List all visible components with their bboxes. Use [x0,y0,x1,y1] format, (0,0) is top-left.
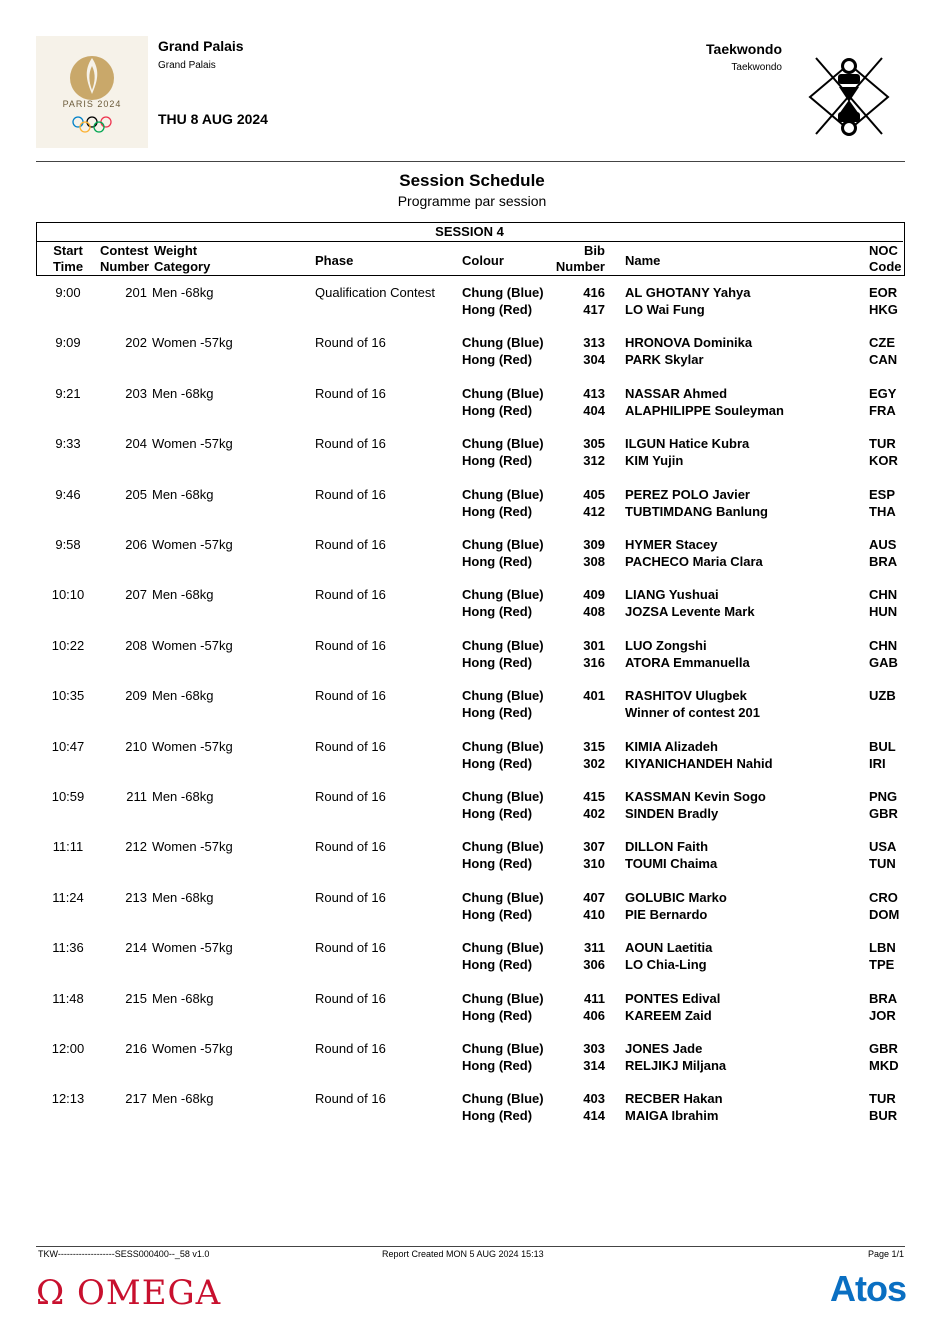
table-row [0,839,944,889]
bib-red: 308 [583,554,605,569]
weight-category: Women -57kg [152,1041,233,1056]
start-time: 10:47 [51,738,85,754]
noc-red: THA [869,503,896,519]
table-row [0,487,944,537]
colour-red: Hong (Red) [462,957,533,973]
colour-red: Hong (Red) [462,906,533,922]
phase: Round of 16 [315,1041,386,1056]
start-time: 9:33 [55,436,81,452]
colour-red: Hong (Red) [462,554,533,569]
bib-blue: 409 [583,587,605,603]
noc-red: JOR [869,1007,896,1023]
athlete-name-red: SINDEN Bradly [625,806,719,821]
col-header-line: NOC [869,243,898,258]
athlete-name-red: LO Wai Fung [625,302,705,317]
bib-red: 414 [583,1108,605,1124]
start-time: 9:09 [55,335,81,351]
phase: Round of 16 [315,637,386,653]
phase: Round of 16 [315,436,386,452]
col-header-line: Bib [584,243,605,258]
col-header-name: Name [625,253,661,268]
start-time: 10:59 [51,789,85,804]
bib-blue: 401 [583,688,605,704]
athlete-name-blue: AL GHOTANY Yahya [625,285,751,300]
bib-blue: 315 [583,738,605,754]
footer-divider [36,1246,905,1247]
bib-blue: 307 [583,839,605,855]
phase: Round of 16 [315,385,386,401]
weight-category: Men -68kg [152,990,214,1006]
noc-blue: EOR [869,285,898,300]
noc-blue: CHN [869,637,898,653]
col-header-weight-category [154,243,210,275]
weight-category: Women -57kg [152,738,233,754]
omega-wordmark: OMEGA [77,1273,222,1313]
phase: Round of 16 [315,940,386,956]
bib-red: 304 [583,352,605,368]
table-row [0,436,944,486]
phase: Round of 16 [315,335,386,351]
bib-red: 417 [583,302,605,317]
colour-red: Hong (Red) [462,352,533,368]
athlete-name-blue: KIMIA Alizadeh [625,738,718,754]
bib-red: 306 [583,957,605,973]
start-time: 12:13 [51,1091,85,1107]
phase: Round of 16 [315,839,386,855]
phase: Round of 16 [315,1091,386,1107]
table-row [0,991,944,1041]
table-row [0,638,944,688]
sport-subtitle: Taekwondo [731,62,782,73]
colour-blue: Chung (Blue) [462,486,544,502]
logo-text: PARIS 2024 [62,99,122,109]
athlete-name-red: RELJIKJ Miljana [625,1058,727,1073]
contest-number: 216 [125,1041,147,1056]
start-time: 9:00 [55,285,81,300]
athlete-name-red: KAREEM Zaid [625,1007,712,1023]
noc-blue: LBN [869,940,896,956]
contest-number: 212 [125,839,147,855]
phase: Round of 16 [315,738,386,754]
col-header-line: Number [100,259,150,274]
weight-category: Women -57kg [152,537,233,552]
bib-red: 408 [583,604,605,620]
noc-blue: CZE [869,335,895,351]
col-header-line: Code [869,259,902,274]
col-header-line: Category [154,259,211,274]
contest-number: 214 [125,940,147,956]
event-date: THU 8 AUG 2024 [158,111,268,127]
bib-red: 312 [583,453,605,469]
table-row [0,537,944,587]
weight-category: Women -57kg [152,335,233,351]
athlete-name-blue: ILGUN Hatice Kubra [625,436,750,452]
contest-number: 217 [125,1091,147,1107]
colour-blue: Chung (Blue) [462,1041,544,1056]
phase: Round of 16 [315,789,386,804]
contest-number: 211 [126,789,147,804]
noc-blue: BRA [869,990,898,1006]
col-header-line: Start [53,243,83,258]
athlete-name-blue: PONTES Edival [625,990,721,1006]
contest-number: 204 [125,436,147,452]
noc-blue: BUL [869,738,896,754]
noc-red: TPE [869,957,895,973]
noc-red: BUR [869,1108,898,1124]
colour-red: Hong (Red) [462,806,533,821]
weight-category: Men -68kg [152,789,214,804]
bib-red: 316 [583,654,605,670]
table-row [0,890,944,940]
colour-red: Hong (Red) [462,1108,533,1124]
noc-blue: PNG [869,789,898,804]
venue-title: Grand Palais [158,38,244,54]
colour-blue: Chung (Blue) [462,436,544,452]
colour-red: Hong (Red) [462,302,533,317]
table-row [0,688,944,738]
colour-red: Hong (Red) [462,402,533,418]
colour-red: Hong (Red) [462,453,533,469]
contest-number: 208 [125,637,147,653]
bib-red: 412 [583,503,605,519]
athlete-name-blue: RASHITOV Ulugbek [625,688,747,704]
noc-red: HUN [869,604,898,620]
report-created: Report Created MON 5 AUG 2024 15:13 [382,1249,544,1259]
phase: Round of 16 [315,889,386,905]
col-header-line: Weight [154,243,198,258]
start-time: 9:58 [55,537,81,552]
bib-blue: 305 [583,436,605,452]
colour-red: Hong (Red) [462,755,533,771]
noc-red: DOM [869,906,900,922]
athlete-name-red: MAIGA Ibrahim [625,1108,719,1124]
bib-red: 310 [583,856,605,872]
noc-blue: TUR [869,436,896,452]
athlete-name-blue: NASSAR Ahmed [625,385,728,401]
table-row [0,1091,944,1141]
noc-blue: CHN [869,587,898,603]
weight-category: Men -68kg [152,587,214,603]
noc-red: GAB [869,654,898,670]
contest-number: 202 [125,335,147,351]
bib-blue: 415 [583,789,605,804]
bib-red: 402 [583,806,605,821]
athlete-name-red: TOUMI Chaima [625,856,718,872]
contest-number: 207 [125,587,147,603]
start-time: 11:24 [52,889,84,905]
table-row [0,285,944,335]
colour-blue: Chung (Blue) [462,990,544,1006]
bib-blue: 411 [584,990,605,1006]
bib-red: 302 [583,755,605,771]
colour-red: Hong (Red) [462,856,533,872]
bib-blue: 303 [583,1041,605,1056]
header-divider [36,161,905,162]
contest-number: 203 [125,385,147,401]
colour-red: Hong (Red) [462,503,533,519]
noc-blue: GBR [869,1041,898,1056]
start-time: 9:46 [55,486,81,502]
col-header-start-time [44,243,92,275]
athlete-name-blue: AOUN Laetitia [625,940,713,956]
table-row [0,739,944,789]
noc-blue: EGY [869,385,897,401]
colour-red: Hong (Red) [462,604,533,620]
colour-blue: Chung (Blue) [462,1091,544,1107]
paris-2024-emblem-icon [36,36,148,148]
athlete-name-blue: KASSMAN Kevin Sogo [625,789,766,804]
contest-number: 201 [125,285,147,300]
start-time: 11:48 [52,990,84,1006]
bib-red: 404 [583,402,605,418]
noc-red: KOR [869,453,898,469]
athlete-name-red: KIYANICHANDEH Nahid [625,755,773,771]
paris-2024-logo [36,36,148,148]
noc-red: MKD [869,1058,899,1073]
colour-blue: Chung (Blue) [462,889,544,905]
contest-number: 209 [125,688,147,704]
athlete-name-blue: GOLUBIC Marko [625,889,727,905]
bib-blue: 413 [583,385,605,401]
athlete-name-red: TUBTIMDANG Banlung [625,503,768,519]
weight-category: Men -68kg [152,486,214,502]
phase: Round of 16 [315,537,386,552]
noc-red: FRA [869,402,896,418]
athlete-name-blue: PEREZ POLO Javier [625,486,750,502]
colour-blue: Chung (Blue) [462,335,544,351]
bib-blue: 313 [583,335,605,351]
noc-blue: CRO [869,889,898,905]
start-time: 9:21 [55,385,81,401]
contest-number: 206 [125,537,147,552]
colour-red: Hong (Red) [462,1058,533,1073]
table-row [0,335,944,385]
weight-category: Men -68kg [152,1091,214,1107]
col-header-contest-number [100,243,149,275]
colour-blue: Chung (Blue) [462,789,544,804]
col-header-line: Time [52,259,84,274]
weight-category: Men -68kg [152,889,214,905]
col-header-phase: Phase [315,253,354,268]
athlete-name-blue: RECBER Hakan [625,1091,723,1107]
page-subtitle: Programme par session [397,193,547,209]
weight-category: Women -57kg [152,839,233,855]
bib-red: 406 [583,1007,605,1023]
noc-red: GBR [869,806,898,821]
colour-red: Hong (Red) [462,1007,533,1023]
contest-number: 213 [125,889,147,905]
phase: Round of 16 [315,587,386,603]
contest-number: 215 [125,990,147,1006]
bib-blue: 416 [583,285,605,300]
colour-blue: Chung (Blue) [462,587,544,603]
phase: Round of 16 [315,990,386,1006]
athlete-name-blue: LIANG Yushuai [625,587,719,603]
table-row [0,587,944,637]
noc-blue: ESP [869,486,896,502]
omega-logo [36,1273,221,1313]
start-time: 10:10 [51,587,85,603]
athlete-name-red: PACHECO Maria Clara [625,554,763,569]
bib-blue: 403 [583,1091,605,1107]
phase: Round of 16 [315,486,386,502]
weight-category: Women -57kg [152,940,233,956]
athlete-name-red: KIM Yujin [625,453,684,469]
weight-category: Men -68kg [152,688,214,704]
bib-blue: 301 [583,637,605,653]
athlete-name-red: PARK Skylar [625,352,704,368]
venue-subtitle: Grand Palais [158,60,216,71]
athlete-name-red: JOZSA Levente Mark [625,604,755,620]
document-code: TKW-------------------SESS000400--_58 v1.0 [38,1249,210,1259]
col-header-noc-code [869,243,902,275]
bib-red: 410 [583,906,605,922]
colour-blue: Chung (Blue) [462,688,544,704]
noc-blue: AUS [869,537,897,552]
weight-category: Women -57kg [152,637,233,653]
colour-blue: Chung (Blue) [462,637,544,653]
col-header-bib-number [552,243,605,275]
athlete-name-blue: DILLON Faith [625,839,709,855]
colour-blue: Chung (Blue) [462,940,544,956]
noc-blue: TUR [869,1091,896,1107]
page-number: Page 1/1 [867,1249,904,1259]
col-header-colour: Colour [462,253,504,268]
start-time: 12:00 [51,1041,85,1056]
athlete-name-blue: HYMER Stacey [625,537,718,552]
table-row [0,1041,944,1091]
session-label: SESSION 4 [36,222,903,242]
noc-red: HKG [869,302,898,317]
noc-red: BRA [869,554,898,569]
noc-red: CAN [869,352,898,368]
athlete-name-red: Winner of contest 201 [625,705,760,721]
bib-blue: 405 [583,486,605,502]
table-row [0,386,944,436]
colour-red: Hong (Red) [462,654,533,670]
sport-title: Taekwondo [706,41,782,57]
bib-blue: 309 [583,537,605,552]
athlete-name-blue: JONES Jade [625,1041,703,1056]
athlete-name-blue: LUO Zongshi [625,637,707,653]
bib-red: 314 [583,1058,605,1073]
athlete-name-red: ALAPHILIPPE Souleyman [625,402,784,418]
colour-blue: Chung (Blue) [462,738,544,754]
contest-number: 210 [125,738,147,754]
weight-category: Men -68kg [152,285,214,300]
noc-red: IRI [869,755,886,771]
noc-blue: USA [869,839,897,855]
weight-category: Men -68kg [152,385,214,401]
colour-blue: Chung (Blue) [462,839,544,855]
taekwondo-pictogram-icon [806,56,892,138]
col-header-line: Contest [100,243,149,258]
page-title: Session Schedule [399,171,545,190]
noc-red: TUN [869,856,896,872]
colour-blue: Chung (Blue) [462,537,544,552]
atos-logo: Atos [830,1268,906,1309]
table-row [0,940,944,990]
start-time: 10:35 [51,688,85,704]
noc-blue: UZB [869,688,896,704]
bib-blue: 407 [583,889,605,905]
weight-category: Women -57kg [152,436,233,452]
colour-blue: Chung (Blue) [462,385,544,401]
athlete-name-blue: HRONOVA Dominika [625,335,753,351]
colour-blue: Chung (Blue) [462,285,544,300]
start-time: 11:11 [52,839,84,855]
athlete-name-red: ATORA Emmanuella [625,654,750,670]
col-header-line: Number [555,259,605,274]
bib-blue: 311 [584,940,605,956]
phase: Round of 16 [315,688,386,704]
colour-red: Hong (Red) [462,705,533,721]
contest-number: 205 [125,486,147,502]
start-time: 11:36 [52,940,84,956]
start-time: 10:22 [51,637,85,653]
athlete-name-red: LO Chia-Ling [625,957,707,973]
athlete-name-red: PIE Bernardo [625,906,708,922]
phase: Qualification Contest [315,285,435,300]
omega-symbol-icon: Ω [36,1273,66,1313]
table-row [0,789,944,839]
